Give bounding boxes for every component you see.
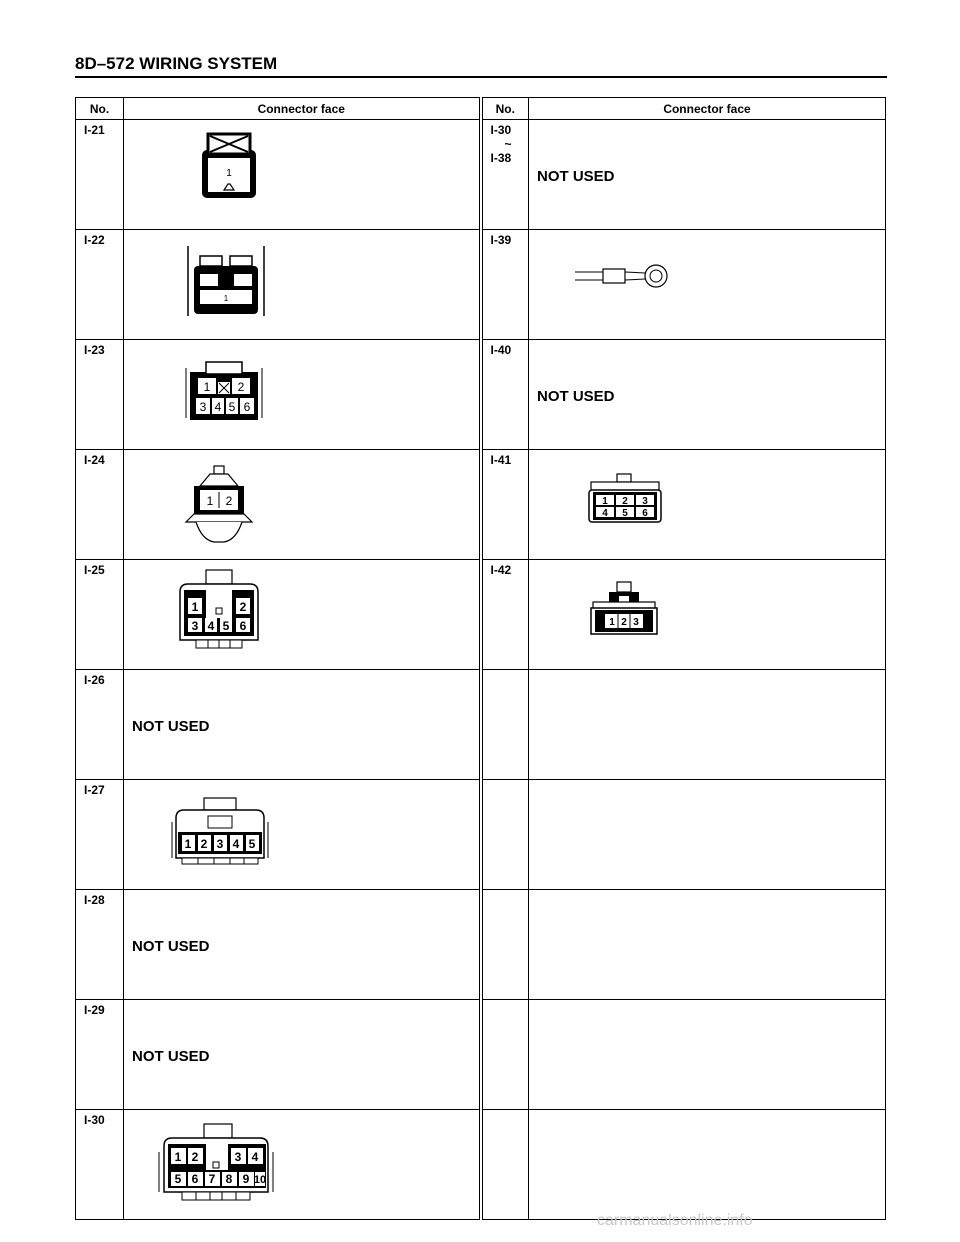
connector-face-cell bbox=[124, 230, 481, 340]
pin-label: 2 bbox=[239, 600, 247, 614]
page-title: 8D–572 WIRING SYSTEM bbox=[75, 54, 278, 73]
pin-label: 6 bbox=[243, 400, 251, 414]
pin-label: 4 bbox=[251, 1150, 259, 1164]
pin-label: 10 bbox=[253, 1174, 267, 1186]
table-header-row bbox=[76, 98, 886, 120]
connector-number: I-26 bbox=[76, 670, 124, 780]
connector-face-cell bbox=[124, 560, 481, 670]
empty-number-cell bbox=[481, 780, 529, 890]
empty-face-cell bbox=[529, 780, 886, 890]
pin-label: 3 bbox=[633, 617, 639, 628]
table-row bbox=[76, 1000, 886, 1110]
connector-number: I-30 ~ I-38 bbox=[481, 120, 529, 230]
pin-label: 2 bbox=[237, 380, 245, 394]
table-row bbox=[76, 230, 886, 340]
connector-face-cell bbox=[529, 560, 886, 670]
pin-label: 6 bbox=[191, 1172, 199, 1186]
connector-i27-diagram bbox=[168, 796, 272, 868]
empty-face-cell bbox=[529, 890, 886, 1000]
connector-i25-diagram bbox=[176, 568, 262, 652]
pin-label: 2 bbox=[200, 837, 208, 851]
pin-label: 7 bbox=[208, 1172, 216, 1186]
connector-table bbox=[75, 97, 886, 1220]
connector-i42-diagram bbox=[589, 580, 659, 636]
table-row bbox=[76, 560, 886, 670]
pin-label: 2 bbox=[622, 496, 628, 507]
empty-number-cell bbox=[481, 670, 529, 780]
connector-face-cell bbox=[124, 1110, 481, 1220]
connector-face-cell bbox=[124, 120, 481, 230]
pin-label: 2 bbox=[621, 617, 627, 628]
pin-label: 3 bbox=[642, 496, 648, 507]
table-row bbox=[76, 120, 886, 230]
pin-label: 3 bbox=[234, 1150, 242, 1164]
connector-i23-diagram bbox=[184, 358, 264, 424]
pin-label: 3 bbox=[199, 400, 207, 414]
connector-face-cell bbox=[529, 230, 886, 340]
not-used-label: NOT USED bbox=[132, 718, 210, 735]
empty-face-cell bbox=[529, 670, 886, 780]
connector-face-cell bbox=[124, 890, 481, 1000]
connector-face-cell bbox=[124, 1000, 481, 1110]
not-used-label: NOT USED bbox=[537, 168, 615, 185]
connector-number: I-39 bbox=[481, 230, 529, 340]
table-row bbox=[76, 890, 886, 1000]
connector-number: I-42 bbox=[481, 560, 529, 670]
connector-number: I-27 bbox=[76, 780, 124, 890]
empty-face-cell bbox=[529, 1110, 886, 1220]
not-used-label: NOT USED bbox=[132, 1048, 210, 1065]
connector-i30-diagram bbox=[156, 1122, 276, 1202]
pin-label: 2 bbox=[225, 494, 233, 508]
pin-label: 6 bbox=[642, 508, 648, 519]
connector-i22-diagram bbox=[186, 242, 266, 318]
page-header bbox=[75, 54, 887, 78]
pin-label: 1 bbox=[226, 168, 232, 179]
empty-number-cell bbox=[481, 1000, 529, 1110]
not-used-label: NOT USED bbox=[537, 388, 615, 405]
pin-label: 4 bbox=[214, 400, 222, 414]
connector-face-cell bbox=[124, 780, 481, 890]
connector-face-cell bbox=[124, 340, 481, 450]
connector-face-cell bbox=[124, 450, 481, 560]
pin-label: 3 bbox=[216, 837, 224, 851]
connector-number: I-24 bbox=[76, 450, 124, 560]
col-header-connector-face: Connector face bbox=[124, 98, 481, 120]
pin-label: 4 bbox=[232, 837, 240, 851]
pin-label: 2 bbox=[191, 1150, 199, 1164]
connector-number: I-25 bbox=[76, 560, 124, 670]
empty-face-cell bbox=[529, 1000, 886, 1110]
watermark: carmanualsonline.info bbox=[597, 1212, 753, 1229]
connector-number: I-30 bbox=[76, 1110, 124, 1220]
pin-label: 6 bbox=[239, 619, 247, 633]
connector-i24-diagram bbox=[184, 464, 254, 548]
connector-number: I-41 bbox=[481, 450, 529, 560]
pin-label: 1 bbox=[191, 600, 199, 614]
col-header-no: No. bbox=[481, 98, 529, 120]
pin-label: 1 bbox=[602, 496, 608, 507]
table-row bbox=[76, 340, 886, 450]
pin-label: 5 bbox=[622, 508, 628, 519]
pin-label: 5 bbox=[222, 619, 230, 633]
pin-label: 1 bbox=[203, 380, 211, 394]
table-row bbox=[76, 1110, 886, 1220]
connector-number: I-40 bbox=[481, 340, 529, 450]
pin-label: 1 bbox=[184, 837, 192, 851]
connector-number: I-22 bbox=[76, 230, 124, 340]
pin-label: 1 bbox=[206, 494, 214, 508]
pin-label: 5 bbox=[174, 1172, 182, 1186]
pin-label: 4 bbox=[207, 619, 215, 633]
pin-label: 4 bbox=[602, 508, 608, 519]
pin-label: 1 bbox=[174, 1150, 182, 1164]
table-row bbox=[76, 670, 886, 780]
connector-face-cell bbox=[529, 120, 886, 230]
pin-label: 8 bbox=[225, 1172, 233, 1186]
connector-face-cell bbox=[529, 450, 886, 560]
connector-number: I-28 bbox=[76, 890, 124, 1000]
empty-number-cell bbox=[481, 890, 529, 1000]
not-used-label: NOT USED bbox=[132, 938, 210, 955]
connector-face-cell bbox=[124, 670, 481, 780]
connector-i41-diagram bbox=[587, 472, 663, 524]
pin-label: 1 bbox=[609, 617, 615, 628]
connector-i21-diagram bbox=[200, 132, 260, 202]
pin-label: 1 bbox=[223, 294, 229, 303]
connector-number: I-21 bbox=[76, 120, 124, 230]
pin-label: 9 bbox=[242, 1172, 250, 1186]
connector-number: I-23 bbox=[76, 340, 124, 450]
col-header-no: No. bbox=[76, 98, 124, 120]
col-header-connector-face: Connector face bbox=[529, 98, 886, 120]
connector-face-cell bbox=[529, 340, 886, 450]
empty-number-cell bbox=[481, 1110, 529, 1220]
connector-number: I-29 bbox=[76, 1000, 124, 1110]
pin-label: 5 bbox=[248, 837, 256, 851]
connector-i39-ring-terminal bbox=[575, 262, 675, 292]
pin-label: 5 bbox=[228, 400, 236, 414]
table-row bbox=[76, 780, 886, 890]
table-row bbox=[76, 450, 886, 560]
pin-label: 3 bbox=[191, 619, 199, 633]
